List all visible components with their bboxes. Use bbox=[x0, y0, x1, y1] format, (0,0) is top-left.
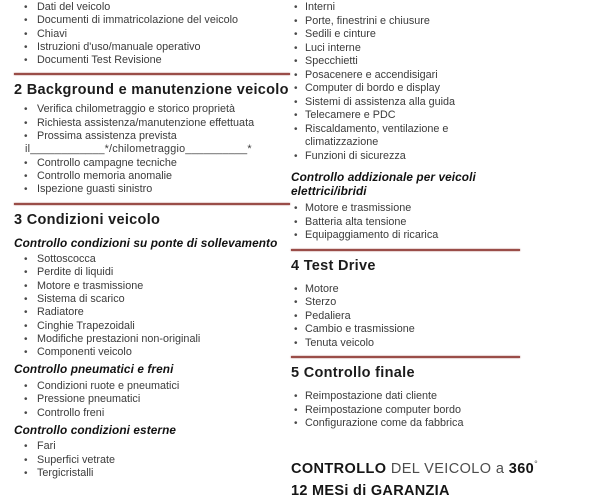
bullet-icon: • bbox=[24, 293, 28, 305]
list-item bbox=[14, 454, 290, 467]
list-item bbox=[291, 109, 520, 123]
bullet-icon: • bbox=[24, 157, 28, 169]
list-item bbox=[14, 103, 290, 116]
bullet-icon: • bbox=[24, 380, 28, 392]
bullet-icon: • bbox=[294, 216, 298, 228]
footer-title bbox=[291, 456, 539, 477]
bullet-icon: • bbox=[294, 391, 298, 402]
subsection-heading: Controllo pneumatici e freni bbox=[14, 362, 174, 377]
list-item-text: Richiesta assistenza/manutenzione effettuata bbox=[37, 116, 255, 129]
bullet-icon: • bbox=[24, 15, 28, 27]
bullet-icon: • bbox=[294, 297, 298, 308]
list-item-text: Equipaggiamento di ricarica bbox=[305, 229, 439, 241]
bullet-icon: • bbox=[294, 56, 298, 67]
list-item bbox=[14, 157, 290, 170]
footer-title-part: ° bbox=[534, 458, 539, 469]
list-item bbox=[291, 404, 520, 418]
bullet-icon: • bbox=[294, 42, 298, 54]
bullet-icon: • bbox=[24, 267, 28, 279]
bullet-icon: • bbox=[24, 307, 28, 319]
bullet-icon: • bbox=[294, 310, 298, 322]
list-item bbox=[14, 41, 290, 54]
list-item bbox=[14, 440, 290, 453]
list-item bbox=[14, 380, 290, 393]
bullet-icon: • bbox=[294, 83, 298, 94]
bullet-icon: • bbox=[24, 333, 28, 345]
list-item-text: Istruzioni d'uso/manuale operativo bbox=[37, 40, 201, 53]
list-item bbox=[291, 150, 520, 164]
footer-title-part: DEL VEICOLO a bbox=[386, 460, 509, 477]
list-item-text: Configurazione come da fabbrica bbox=[305, 417, 464, 429]
list-item bbox=[291, 296, 520, 310]
list-item bbox=[14, 346, 290, 359]
section-divider bbox=[14, 203, 290, 205]
bullet-icon: • bbox=[24, 394, 28, 406]
section-divider bbox=[291, 249, 520, 251]
list-item-text: Sedili e cinture bbox=[305, 28, 376, 40]
list-item-text: Motore e trasmissione bbox=[37, 279, 144, 292]
bullet-icon: • bbox=[24, 131, 28, 143]
list-item bbox=[14, 306, 290, 319]
list-item-text: Perdite di liquidi bbox=[37, 266, 114, 279]
list-item-text: Motore e trasmissione bbox=[305, 202, 412, 214]
list-item bbox=[14, 253, 290, 266]
section-divider bbox=[14, 73, 290, 75]
list-item-text: Porte, finestrini e chiusure bbox=[305, 14, 430, 27]
list-item-text: Fari bbox=[37, 440, 56, 453]
list-item bbox=[14, 393, 290, 406]
list-item bbox=[291, 216, 520, 230]
bullet-list bbox=[14, 103, 290, 196]
section-heading: 2 Background e manutenzione veicolo bbox=[14, 82, 289, 99]
list-item-text: Reimpostazione dati cliente bbox=[305, 390, 438, 402]
list-item bbox=[14, 333, 290, 346]
bullet-icon: • bbox=[294, 110, 298, 121]
list-item bbox=[14, 407, 290, 420]
bullet-list bbox=[14, 380, 290, 420]
footer-title-part: CONTROLLO bbox=[291, 460, 387, 477]
list-item bbox=[291, 202, 520, 216]
list-item bbox=[291, 390, 520, 404]
column-left bbox=[14, 0, 290, 480]
subsection-heading: Controllo condizioni esterne bbox=[14, 422, 177, 437]
bullet-icon: • bbox=[24, 55, 28, 67]
list-item-text: Dati del veicolo bbox=[37, 1, 111, 13]
list-item-text: Batteria alta tensione bbox=[305, 215, 407, 228]
list-item-text: Chiavi bbox=[37, 27, 68, 40]
list-item-text: Pedaliera bbox=[305, 309, 351, 322]
bullet-icon: • bbox=[294, 203, 298, 214]
list-item-line: Prossima assistenza prevista bbox=[37, 130, 177, 143]
list-item bbox=[14, 183, 290, 196]
list-item-text: Motore bbox=[305, 282, 339, 295]
section-divider bbox=[291, 356, 520, 358]
section-heading: 4 Test Drive bbox=[291, 257, 376, 274]
bullet-list bbox=[14, 253, 290, 359]
bullet-icon: • bbox=[294, 29, 298, 40]
bullet-icon: • bbox=[294, 15, 298, 27]
list-item-text: Tenuta veicolo bbox=[305, 336, 375, 349]
list-item-text: Documenti di immatricolazione del veicolo bbox=[37, 14, 239, 27]
bullet-icon: • bbox=[294, 69, 298, 81]
list-item bbox=[291, 337, 520, 351]
bullet-icon: • bbox=[24, 104, 28, 116]
bullet-icon: • bbox=[294, 96, 298, 108]
list-item bbox=[291, 96, 520, 110]
bullet-list bbox=[291, 390, 520, 431]
list-item bbox=[14, 320, 290, 333]
list-item bbox=[291, 123, 520, 150]
list-item-text bbox=[25, 130, 290, 157]
list-item-text: Cambio e trasmissione bbox=[305, 323, 415, 335]
list-item bbox=[14, 117, 290, 130]
list-item bbox=[291, 69, 520, 83]
list-item-text: Superfici vetrate bbox=[37, 453, 116, 466]
bullet-icon: • bbox=[24, 170, 28, 182]
subsection-heading: Controllo addizionale per veicoli elettrici/ibridi bbox=[291, 170, 476, 198]
bullet-icon: • bbox=[294, 123, 298, 135]
warranty-title: 12 MESi di GARANZIA bbox=[291, 483, 450, 499]
list-item-text: Specchietti bbox=[305, 55, 358, 67]
bullet-list bbox=[14, 440, 290, 480]
list-item-text: Controllo freni bbox=[37, 406, 105, 419]
list-item-text: Telecamere e PDC bbox=[305, 109, 396, 121]
list-item-text: Sottoscocca bbox=[37, 253, 96, 266]
list-item-text: Interni bbox=[305, 1, 336, 13]
list-item-text: Radiatore bbox=[37, 306, 84, 319]
list-item bbox=[14, 1, 290, 14]
bullet-list bbox=[291, 202, 520, 243]
column-right bbox=[291, 0, 539, 499]
list-item bbox=[291, 42, 520, 56]
list-item-text: Cinghie Trapezoidali bbox=[37, 319, 135, 332]
list-item bbox=[291, 28, 520, 42]
list-item-text: Documenti Test Revisione bbox=[37, 54, 162, 67]
list-item bbox=[14, 28, 290, 41]
list-item bbox=[14, 54, 290, 67]
list-item bbox=[291, 323, 520, 337]
list-item-text: Funzioni di sicurezza bbox=[305, 149, 406, 162]
bullet-icon: • bbox=[294, 337, 298, 349]
list-item-text: Verifica chilometraggio e storico proprietà bbox=[37, 103, 236, 116]
list-item bbox=[14, 170, 290, 183]
bullet-icon: • bbox=[24, 441, 28, 453]
bullet-icon: • bbox=[294, 230, 298, 241]
bullet-icon: • bbox=[294, 2, 298, 13]
section-heading: 5 Controllo finale bbox=[291, 365, 415, 381]
list-item bbox=[291, 1, 520, 15]
list-item-text: Riscaldamento, ventilazione e climatizzazione bbox=[305, 122, 449, 148]
section-heading: 3 Condizioni veicolo bbox=[14, 211, 161, 228]
list-item-text: Controllo memoria anomalie bbox=[37, 169, 173, 182]
bullet-icon: • bbox=[24, 467, 28, 479]
list-item-text: Reimpostazione computer bordo bbox=[305, 403, 462, 416]
bullet-icon: • bbox=[294, 418, 298, 429]
list-item bbox=[14, 293, 290, 306]
list-item-text: Luci interne bbox=[305, 41, 361, 54]
list-item-text: Sistemi di assistenza alla guida bbox=[305, 95, 456, 108]
list-item-text: Componenti veicolo bbox=[37, 346, 132, 359]
subsection-heading: Controllo condizioni su ponte di sollevamento bbox=[14, 235, 278, 250]
list-item-text: Pressione pneumatici bbox=[37, 393, 141, 406]
list-item-text: Condizioni ruote e pneumatici bbox=[37, 379, 180, 392]
footer-title-part: 360 bbox=[508, 460, 535, 477]
bullet-icon: • bbox=[24, 320, 28, 332]
list-item bbox=[14, 467, 290, 480]
bullet-icon: • bbox=[294, 404, 298, 416]
bullet-icon: • bbox=[24, 28, 28, 40]
list-item bbox=[14, 130, 290, 157]
bullet-icon: • bbox=[24, 117, 28, 129]
bullet-icon: • bbox=[294, 283, 298, 295]
list-item-text: Sterzo bbox=[305, 296, 337, 308]
list-item-text: Sistema di scarico bbox=[37, 292, 125, 305]
bullet-list bbox=[14, 1, 290, 67]
list-item-text: Computer di bordo e display bbox=[305, 82, 441, 94]
list-item bbox=[291, 283, 520, 297]
bullet-icon: • bbox=[24, 254, 28, 266]
bullet-icon: • bbox=[24, 347, 28, 359]
list-item bbox=[291, 15, 520, 29]
list-item bbox=[14, 280, 290, 293]
bullet-icon: • bbox=[24, 2, 28, 13]
bullet-icon: • bbox=[24, 184, 28, 196]
list-item-text: Ispezione guasti sinistro bbox=[37, 183, 153, 196]
bullet-icon: • bbox=[24, 41, 28, 53]
bullet-icon: • bbox=[24, 407, 28, 419]
list-item bbox=[291, 229, 520, 243]
list-item-text: Posacenere e accendisigari bbox=[305, 68, 438, 81]
bullet-icon: • bbox=[294, 324, 298, 335]
list-item-text: Tergicristalli bbox=[37, 466, 94, 479]
bullet-icon: • bbox=[294, 150, 298, 162]
bullet-list bbox=[291, 283, 520, 351]
list-item bbox=[291, 55, 520, 69]
list-item-continuation: il____________*/chilometraggio__________* bbox=[25, 143, 252, 156]
list-item bbox=[14, 266, 290, 279]
bullet-icon: • bbox=[24, 454, 28, 466]
list-item-text: Controllo campagne tecniche bbox=[37, 156, 177, 169]
bullet-list bbox=[291, 1, 520, 163]
bullet-icon: • bbox=[24, 280, 28, 292]
list-item-text: Modifiche prestazioni non-originali bbox=[37, 332, 201, 345]
list-item bbox=[291, 310, 520, 324]
list-item bbox=[291, 417, 520, 431]
list-item bbox=[291, 82, 520, 96]
list-item bbox=[14, 14, 290, 27]
